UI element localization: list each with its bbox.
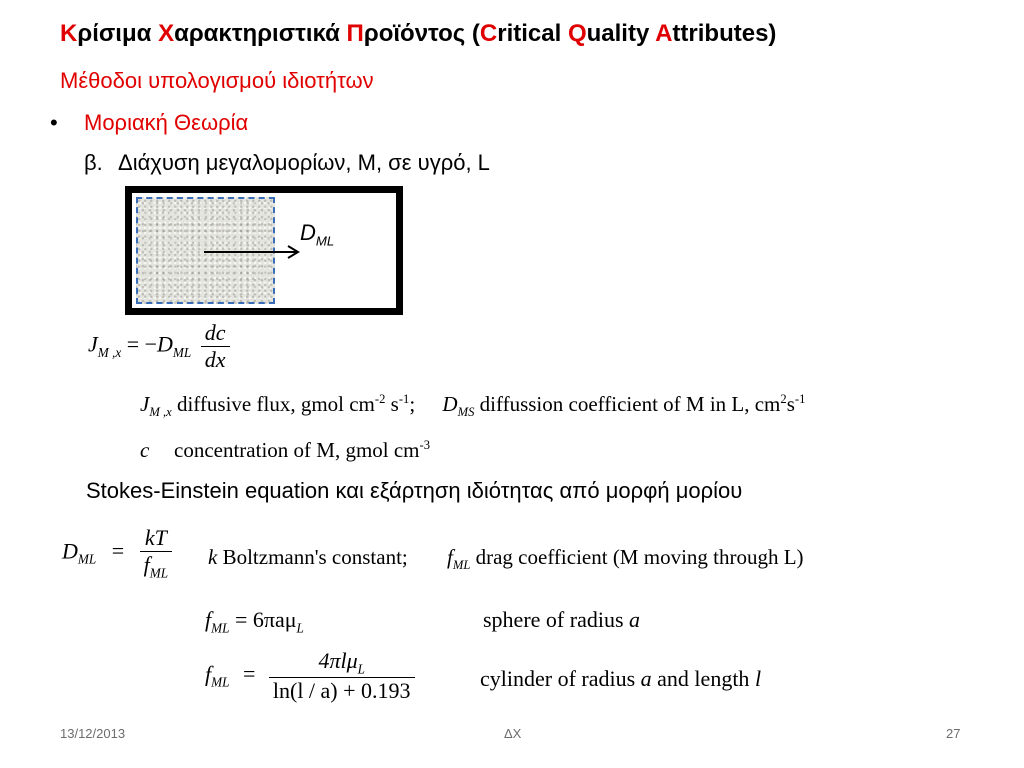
stokes-einstein-equation: [62, 525, 172, 581]
slide-title: [60, 20, 776, 48]
diffusivity-subscript: ML: [315, 233, 335, 249]
sphere-text: sphere of radius: [483, 607, 630, 632]
diffusion-arrow: [200, 240, 310, 264]
stokes-definitions: [208, 545, 804, 573]
diffusivity-subscript: ML: [172, 344, 192, 360]
definitions-line-2: [140, 438, 430, 463]
title-text: ροϊόντος (: [363, 20, 480, 47]
concentration-symbol: c: [140, 438, 150, 462]
unit-text: s: [385, 392, 399, 416]
cylinder-text: and length: [651, 666, 755, 691]
sphere-description: [483, 607, 640, 633]
definitions-line-1: [140, 392, 805, 420]
fraction-numerator: dc: [201, 320, 230, 347]
footer-author: ΔΧ: [504, 726, 522, 741]
flux-description: diffusive flux, gmol cm: [171, 392, 375, 416]
boltzmann-symbol: k: [208, 545, 218, 569]
cylinder-drag-equation: [205, 648, 415, 704]
drag-subscript: ML: [211, 674, 230, 690]
fraction-denominator: [140, 552, 172, 581]
title-text: ritical: [497, 20, 568, 47]
flux-subscript: M ,x: [149, 405, 172, 420]
bullet-text: Μοριακή Θεωρία: [84, 110, 249, 135]
title-letter: A: [655, 20, 673, 47]
sub-item-b: [84, 150, 490, 176]
title-text: uality: [586, 20, 656, 47]
exponent: -2: [374, 392, 386, 406]
diffusivity-symbol: D: [62, 538, 78, 564]
flux-symbol: J: [140, 392, 150, 416]
flux-subscript: M ,x: [97, 344, 122, 360]
fraction-numerator: [269, 648, 415, 678]
title-text: ρίσιμα: [77, 20, 159, 47]
numerator-text: 4πlμ: [318, 648, 358, 673]
radius-symbol: a: [629, 607, 641, 632]
title-text: ttributes): [672, 20, 777, 47]
exponent: -3: [419, 438, 431, 452]
diffusivity-subscript: ML: [77, 551, 97, 567]
title-text: αρακτηριστικά: [174, 20, 347, 47]
cylinder-text: cylinder of radius: [480, 666, 641, 691]
slide-subtitle: Μέθοδοι υπολογισμού ιδιοτήτων: [60, 68, 374, 93]
fraction-denominator: dx: [204, 347, 226, 372]
drag-subscript: ML: [211, 620, 230, 636]
viscosity-subscript: L: [357, 661, 365, 677]
equals-sign: = −: [121, 331, 158, 357]
gradient-fraction: [201, 320, 230, 373]
diffusivity-symbol: D: [157, 331, 173, 357]
drag-symbol: f: [205, 661, 212, 687]
sub-item-marker: β.: [84, 150, 103, 175]
exponent: -1: [398, 392, 410, 406]
radius-symbol: a: [640, 666, 652, 691]
diffusivity-symbol: D: [300, 220, 316, 245]
fick-equation: [88, 320, 230, 373]
drag-symbol: f: [447, 545, 453, 569]
title-letter: C: [479, 20, 498, 47]
title-letter: Κ: [60, 20, 78, 47]
fraction-denominator: ln(l / a) + 0.193: [272, 678, 411, 704]
stokes-fraction: [140, 525, 172, 581]
sphere-drag-equation: [205, 607, 304, 636]
footer-date: 13/12/2013: [60, 726, 126, 741]
cylinder-fraction: [269, 648, 415, 704]
separator: ;: [409, 392, 416, 416]
unit-text: s: [786, 392, 795, 416]
stokes-heading: Stokes-Einstein equation και εξάρτηση ιδιότητας από μορφή μορίου: [86, 478, 743, 503]
bullet-marker: •: [50, 110, 58, 135]
drag-description: drag coefficient (M moving through L): [470, 545, 804, 569]
page-number: 27: [946, 726, 961, 741]
sphere-rhs: = 6πaμ: [234, 607, 297, 632]
concentration-description: concentration of M, gmol cm: [174, 438, 420, 462]
flux-symbol: J: [88, 331, 98, 357]
exponent: -1: [794, 392, 806, 406]
bullet-item: [50, 110, 248, 136]
viscosity-subscript: L: [296, 620, 304, 636]
drag-subscript: ML: [452, 558, 471, 573]
diffusivity-label: [300, 220, 334, 248]
exponent: 2: [780, 392, 787, 406]
equals-sign: =: [242, 661, 256, 687]
drag-subscript: ML: [149, 565, 169, 581]
title-letter: Q: [567, 20, 587, 47]
title-letter: Π: [346, 20, 364, 47]
length-symbol: l: [754, 666, 762, 691]
diffusivity-subscript: MS: [457, 405, 475, 420]
sub-item-text: Διάχυση μεγαλομορίων, M, σε υγρό, L: [118, 150, 490, 175]
drag-symbol: f: [143, 552, 150, 577]
diffusivity-symbol: D: [442, 392, 458, 416]
cylinder-description: [480, 666, 761, 692]
boltzmann-description: Boltzmann's constant;: [217, 545, 408, 569]
equals-sign: =: [111, 538, 125, 564]
title-letter: Χ: [158, 20, 175, 47]
drag-symbol: f: [205, 607, 212, 632]
diffusivity-description: diffussion coefficient of M in L, cm: [474, 392, 781, 416]
fraction-numerator: kT: [140, 525, 172, 552]
